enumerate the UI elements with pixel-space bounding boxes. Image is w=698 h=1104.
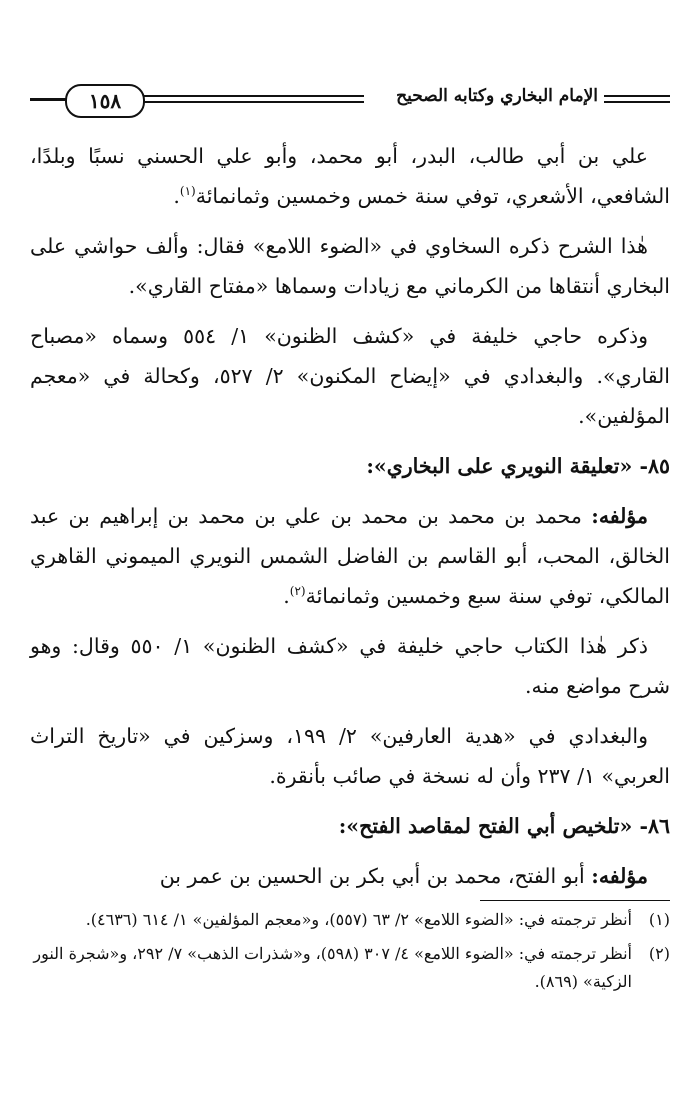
- header-rule-mid-top: [142, 95, 364, 97]
- page-number: ١٥٨: [65, 84, 145, 118]
- main-text: [30, 136, 670, 906]
- header-title: الإمام البخاري وكتابه الصحيح: [390, 86, 604, 106]
- header-rule-left: [30, 98, 66, 101]
- footnote-2: [30, 940, 670, 996]
- paragraph-4-text: محمد بن محمد بن محمد بن علي بن محمد بن إبراهيم بن عبد الخالق، المحب، أبو القاسم بن الفاضل الشمس النويري الميموني القاهري المالكي، توفي سنة سبع وخمسين وثمانمائة: [30, 504, 670, 608]
- paragraph-7: [30, 856, 670, 896]
- header-rule-mid-bottom: [142, 101, 364, 103]
- footnote-ref-1: (١): [179, 184, 196, 199]
- header-rule-top: [604, 95, 670, 97]
- header-rule-bottom: [604, 101, 670, 103]
- footnote-2-text: أنظر ترجمته في: «الضوء اللامع» ٤/ ٣٠٧ (٥٩٨)، و«شذرات الذهب» ٧/ ٢٩٢، و«شجرة النور الزكية» (٨٦٩).: [33, 944, 632, 991]
- paragraph-3: وذكره حاجي خليفة في «كشف الظنون» ١/ ٥٥٤ وسماه «مصباح القاري». والبغدادي في «إيضاح المكنون» ٢/ ٥٢٧، وكحالة في «معجم المؤلفين».: [30, 324, 671, 428]
- footnote-1-text: أنظر ترجمته في: «الضوء اللامع» ٢/ ٦٣ (٥٥٧)، و«معجم المؤلفين» ١/ ٦١٤ (٤٦٣٦).: [85, 910, 632, 929]
- author-label-86: مؤلفه:: [591, 864, 648, 888]
- footnote-separator: [480, 900, 670, 901]
- footnote-1: [30, 906, 670, 934]
- paragraph-4-tail: .: [283, 584, 290, 608]
- footnotes: [30, 906, 670, 1002]
- footnote-ref-2: (٢): [289, 584, 306, 599]
- author-label-85: مؤلفه:: [591, 504, 648, 528]
- book-page: [30, 0, 670, 1104]
- entry-heading-86: ٨٦- «تلخيص أبي الفتح لمقاصد الفتح»:: [338, 814, 670, 838]
- footnote-1-number: (١): [648, 910, 670, 929]
- paragraph-2: هٰذا الشرح ذكره السخاوي في «الضوء اللامع» فقال: وألف حواشي على البخاري أنتقاها من الكرماني مع زيادات وسماها «مفتاح القاري».: [30, 234, 670, 298]
- paragraph-5: ذكر هٰذا الكتاب حاجي خليفة في «كشف الظنون» ١/ ٥٥٠ وقال: وهو شرح مواضع منه.: [30, 634, 670, 698]
- footnote-2-number: (٢): [648, 944, 670, 963]
- paragraph-6: والبغدادي في «هدية العارفين» ٢/ ١٩٩، وسزكين في «تاريخ التراث العربي» ١/ ٢٣٧ وأن له نسخة في صائب بأنقرة.: [30, 724, 670, 788]
- paragraph-1-tail: .: [173, 184, 180, 208]
- paragraph-7-text: أبو الفتح، محمد بن أبي بكر بن الحسين بن عمر بن: [159, 864, 592, 888]
- paragraph-1-text: علي بن أبي طالب، البدر، أبو محمد، وأبو علي الحسني نسبًا وبلدًا، الشافعي، الأشعري، توفي سنة خمس وخمسين وثمانمائة: [30, 144, 670, 208]
- paragraph-1: [30, 136, 670, 216]
- entry-heading-85: ٨٥- «تعليقة النويري على البخاري»:: [366, 454, 670, 478]
- paragraph-4: [30, 496, 670, 616]
- running-header: [30, 82, 670, 122]
